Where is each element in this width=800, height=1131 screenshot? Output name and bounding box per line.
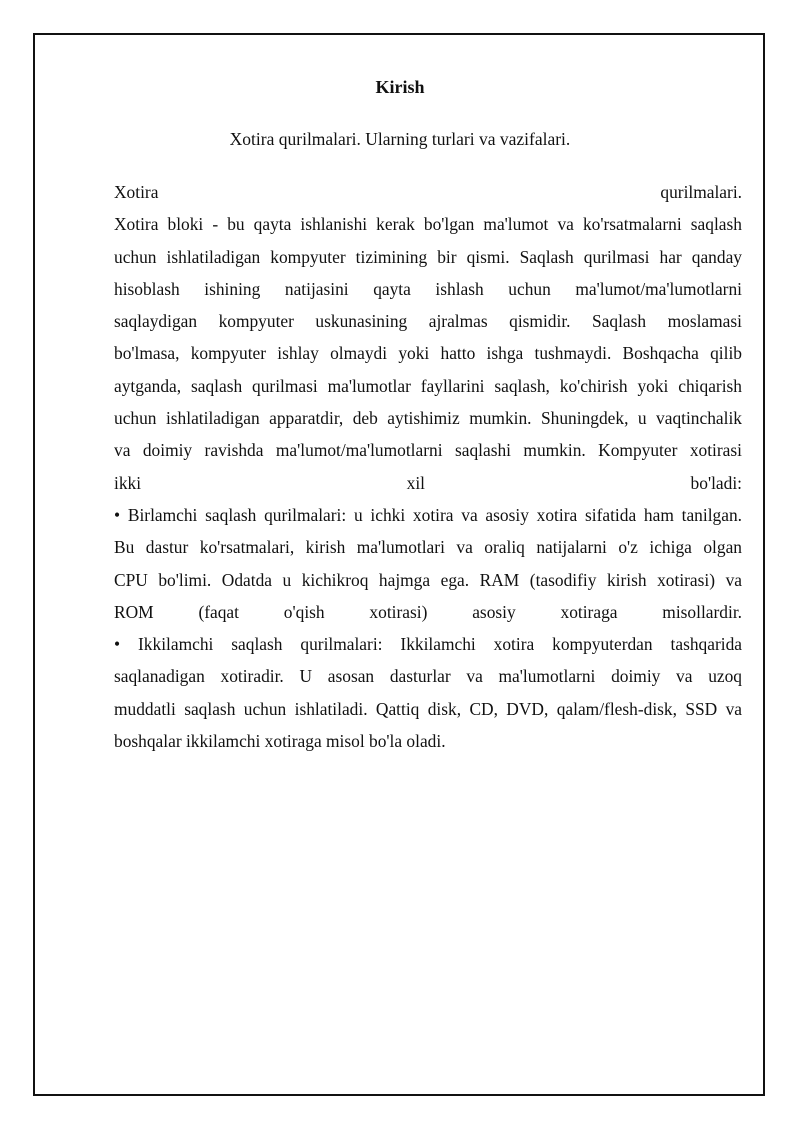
paragraph-line: Xotira qurilmalari. bbox=[114, 182, 742, 202]
paragraph-line: Bu dastur ko'rsatmalari, kirish ma'lumotlari va oraliq natijalarni o'z ichiga olgan bbox=[114, 537, 742, 558]
page-subtitle: Xotira qurilmalari. Ularning turlari va vazifalari. bbox=[229, 129, 571, 149]
body-paragraph bbox=[114, 176, 742, 757]
paragraph-line: uchun ishlatiladigan apparatdir, deb aytishimiz mumkin. Shuningdek, u vaqtinchalik bbox=[114, 408, 742, 429]
paragraph-line: ikki xil bo'ladi: bbox=[114, 472, 742, 493]
bullet-line: • Ikkilamchi saqlash qurilmalari: Ikkilamchi xotira kompyuterdan tashqarida bbox=[114, 634, 742, 655]
paragraph-line: aytganda, saqlash qurilmasi ma'lumotlar fayllarini saqlash, ko'chirish yoki chiqarish bbox=[114, 375, 742, 396]
paragraph-line: saqlanadigan xotiradir. U asosan dasturlar va ma'lumotlarni doimiy va uzoq bbox=[114, 666, 742, 687]
page-title: Kirish bbox=[375, 77, 425, 97]
paragraph-line: CPU bo'limi. Odatda u kichikroq hajmga ega. RAM (tasodifiy kirish xotirasi) va bbox=[114, 569, 742, 590]
paragraph-line: hisoblash ishining natijasini qayta ishlash uchun ma'lumot/ma'lumotlarni bbox=[114, 278, 742, 299]
paragraph-line: muddatli saqlash uchun ishlatiladi. Qattiq disk, CD, DVD, qalam/flesh-disk, SSD va bbox=[114, 698, 742, 719]
paragraph-line: Xotira bloki - bu qayta ishlanishi kerak bo'lgan ma'lumot va ko'rsatmalarni saqlash bbox=[114, 214, 742, 235]
paragraph-line: ROM (faqat o'qish xotirasi) asosiy xotiraga misollardir. bbox=[114, 601, 742, 622]
paragraph-line: boshqalar ikkilamchi xotiraga misol bo'la oladi. bbox=[114, 731, 446, 752]
paragraph-line: bo'lmasa, kompyuter ishlay olmaydi yoki hatto ishga tushmaydi. Boshqacha qilib bbox=[114, 343, 742, 364]
paragraph-line: va doimiy ravishda ma'lumot/ma'lumotlarni saqlashi mumkin. Kompyuter xotirasi bbox=[114, 440, 742, 461]
paragraph-line: uchun ishlatiladigan kompyuter tizimining bir qismi. Saqlash qurilmasi har qanday bbox=[114, 246, 742, 267]
paragraph-line: saqlaydigan kompyuter uskunasining ajralmas qismidir. Saqlash moslamasi bbox=[114, 311, 742, 332]
bullet-line: • Birlamchi saqlash qurilmalari: u ichki xotira va asosiy xotira sifatida ham tanilgan. bbox=[114, 504, 742, 525]
